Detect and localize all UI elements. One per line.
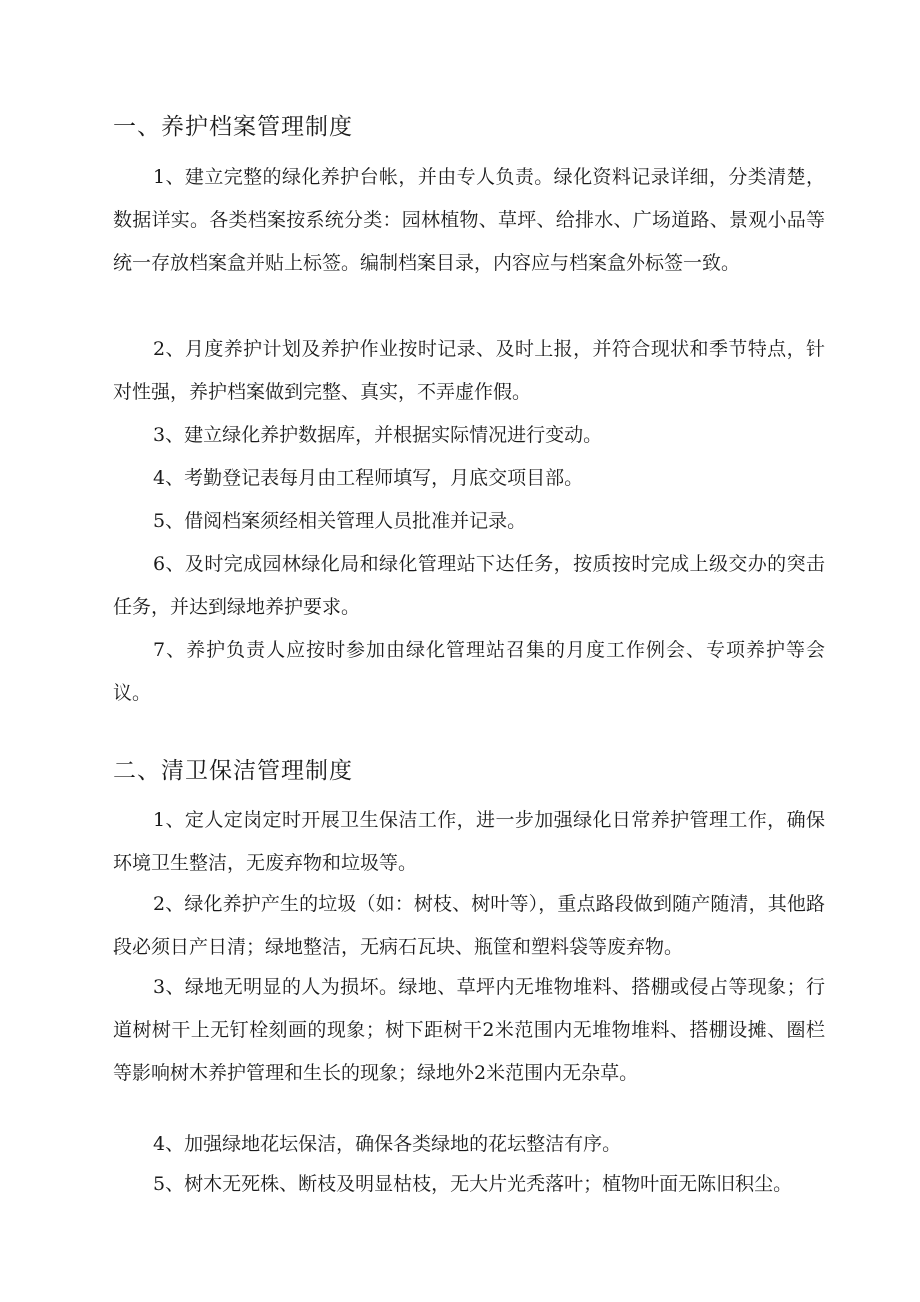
section-1-paragraph-5: 5、借阅档案须经相关管理人员批准并记录。: [153, 510, 527, 532]
section-1-heading: 一、养护档案管理制度: [113, 114, 353, 140]
section-1-paragraph-4: 4、考勤登记表每月由工程师填写，月底交项目部。: [153, 467, 584, 489]
section-2-heading: 二、清卫保洁管理制度: [113, 758, 353, 784]
section-2-paragraph-1: 1、定人定岗定时开展卫生保洁工作，进一步加强绿化日常养护管理工作，确保环境卫生整洁，无废弃物和垃圾等。: [113, 809, 825, 874]
section-1-paragraph-7: 7、养护负责人应按时参加由绿化管理站召集的月度工作例会、专项养护等会议。: [113, 639, 825, 704]
section-1-paragraph-6: 6、及时完成园林绿化局和绿化管理站下达任务，按质按时完成上级交办的突击任务，并达到绿地养护要求。: [113, 553, 825, 618]
section-2-paragraph-2: 2、绿化养护产生的垃圾（如：树枝、树叶等），重点路段做到随产随清，其他路段必须日产日清；绿地整洁，无病石瓦块、瓶筐和塑料袋等废弃物。: [113, 893, 825, 958]
section-1-paragraph-3: 3、建立绿化养护数据库，并根据实际情况进行变动。: [153, 424, 603, 446]
section-1-paragraph-2: 2、月度养护计划及养护作业按时记录、及时上报，并符合现状和季节特点，针对性强，养护档案做到完整、真实，不弄虚作假。: [113, 338, 825, 403]
section-1-paragraph-1: 1、建立完整的绿化养护台帐，并由专人负责。绿化资料记录详细，分类清楚，数据详实。各类档案按系统分类：园林植物、草坪、给排水、广场道路、景观小品等统一存放档案盒并贴上标签。编制档案目录，内容应与档案盒外标签一致。: [113, 166, 825, 274]
section-2-paragraph-5: 5、树木无死株、断枝及明显枯枝，无大片光秃落叶；植物叶面无陈旧积尘。: [153, 1173, 793, 1195]
section-2-paragraph-4: 4、加强绿地花坛保洁，确保各类绿地的花坛整洁有序。: [153, 1133, 622, 1155]
section-2-paragraph-3: 3、绿地无明显的人为损坏。绿地、草坪内无堆物堆料、搭棚或侵占等现象；行道树树干上无钉栓刻画的现象；树下距树干2米范围内无堆物堆料、搭棚设摊、圈栏等影响树木养护管理和生长的现象；绿地外2米范围内无杂草。: [113, 976, 825, 1084]
